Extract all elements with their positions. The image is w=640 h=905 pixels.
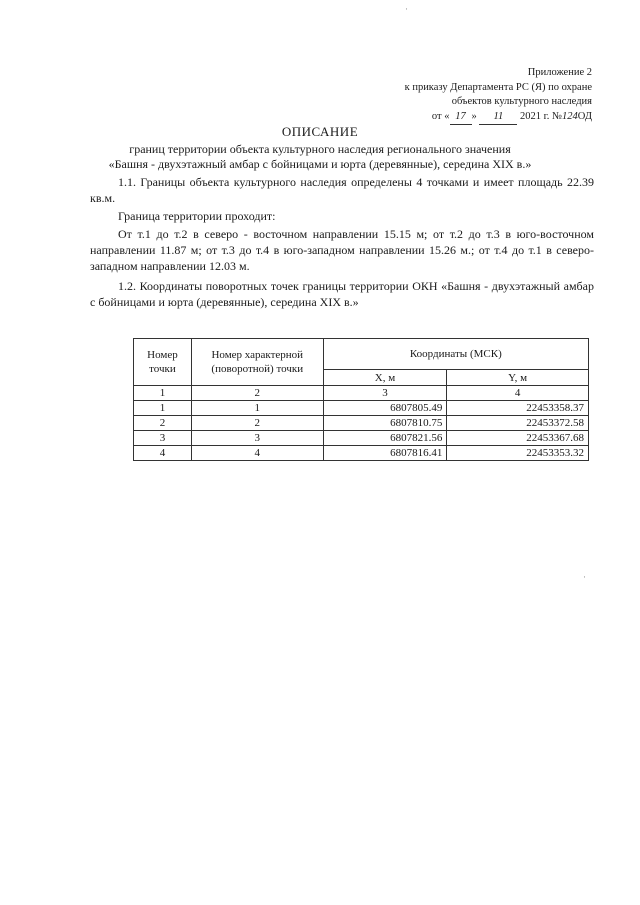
subtitle-line-2: «Башня - двухэтажный амбар с бойницами и юрта (деревянные), середина XIX в.»	[108, 157, 532, 171]
coordinates-table	[133, 338, 589, 461]
index-cell: 4	[447, 386, 589, 401]
document-subtitle	[80, 142, 560, 172]
header-point-number: Номер точки	[134, 339, 192, 386]
point-number-cell: 4	[134, 446, 192, 461]
x-coordinate-cell: 6807821.56	[323, 431, 447, 446]
order-suffix: ОД	[577, 110, 592, 122]
appendix-date-line	[405, 110, 592, 126]
point-number-cell: 3	[134, 431, 192, 446]
y-coordinate-cell: 22453367.68	[447, 431, 589, 446]
characteristic-point-cell: 3	[191, 431, 323, 446]
point-number-cell: 1	[134, 401, 192, 416]
header-y: Y, м	[447, 370, 589, 386]
index-cell: 3	[323, 386, 447, 401]
index-cell: 1	[134, 386, 192, 401]
characteristic-point-cell: 4	[191, 446, 323, 461]
table-row	[134, 431, 589, 446]
header-characteristic-point: Номер характерной (поворотной) точки	[191, 339, 323, 386]
paragraph-coordinates-intro: 1.2. Координаты поворотных точек границы территории ОКН «Башня - двухэтажный амбар с бойницами и юрта (деревянные), середина XIX в.»	[90, 279, 594, 309]
appendix-block	[405, 66, 592, 125]
subtitle-line-1: границ территории объекта культурного наследия регионального значения	[129, 142, 511, 156]
paragraph-boundary-directions: От т.1 до т.2 в северо - восточном направлении 15.15 м; от т.2 до т.3 в юго-восточном направлении 11.87 м; от т.3 до т.4 в юго-западном направлении 15.26 м.; от т.4 до т.1 в северо-западном направлении 12.03 м.	[90, 227, 594, 273]
x-coordinate-cell: 6807810.75	[323, 416, 447, 431]
paragraph-boundary-intro: Граница территории проходит:	[118, 209, 276, 223]
x-coordinate-cell: 6807805.49	[323, 401, 447, 416]
table-row	[134, 446, 589, 461]
appendix-department: объектов культурного наследия	[451, 96, 592, 107]
document-title: ОПИСАНИЕ	[281, 124, 359, 139]
y-coordinate-cell: 22453353.32	[447, 446, 589, 461]
paragraph-area: 1.1. Границы объекта культурного наследия определены 4 точками и имеет площадь 22.39 кв.м.	[90, 175, 594, 205]
point-number-cell: 2	[134, 416, 192, 431]
date-month: 11	[479, 110, 517, 126]
scan-mark-right: ·	[583, 572, 586, 582]
index-cell: 2	[191, 386, 323, 401]
y-coordinate-cell: 22453372.58	[447, 416, 589, 431]
y-coordinate-cell: 22453358.37	[447, 401, 589, 416]
date-year: 2021 г. №	[520, 110, 563, 122]
scan-mark-top: ·	[405, 4, 408, 14]
table-row	[134, 416, 589, 431]
characteristic-point-cell: 2	[191, 416, 323, 431]
date-prefix: от «	[431, 110, 450, 122]
appendix-order: к приказу Департамента РС (Я) по охране	[404, 81, 592, 93]
characteristic-point-cell: 1	[191, 401, 323, 416]
order-number: 124	[562, 110, 578, 122]
table-header-row	[134, 339, 589, 370]
table-index-row	[134, 386, 589, 401]
date-mid: »	[471, 110, 477, 122]
x-coordinate-cell: 6807816.41	[323, 446, 447, 461]
header-x: X, м	[323, 370, 447, 386]
header-coordinates: Координаты (МСК)	[323, 339, 588, 370]
table-row	[134, 401, 589, 416]
appendix-title: Приложение 2	[527, 67, 592, 78]
date-day: 17	[450, 110, 472, 126]
